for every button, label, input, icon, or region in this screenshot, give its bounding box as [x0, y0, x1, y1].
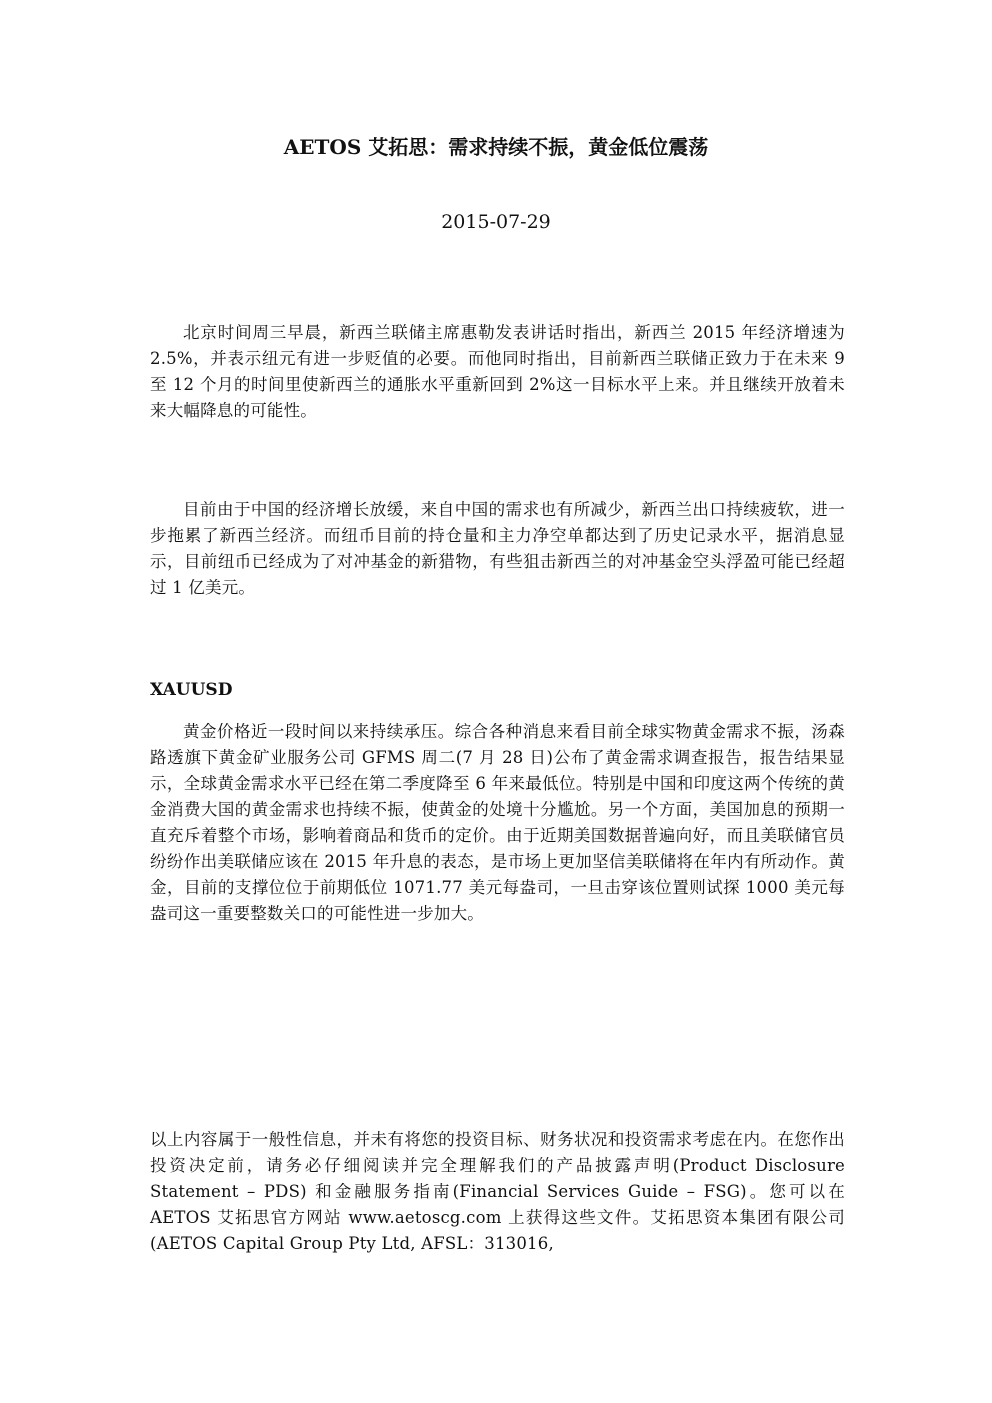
- paragraph-gold-analysis: 黄金价格近一段时间以来持续承压。综合各种消息来看目前全球实物黄金需求不振，汤森路透旗下黄金矿业服务公司 GFMS 周二(7 月 28 日)公布了黄金需求调查报告，报告结果显示，全球黄金需求水平已经在第二季度降至 6 年来最低位。特别是中国和印度这两个传统的黄金消费大国的黄金需求也持续不振，使黄金的处境十分尴尬。另一个方面，美国加息的预期一直充斥着整个市场，影响着商品和货币的定价。由于近期美国数据普遍向好，而且美联储官员纷纷作出美联储应该在 2015 年升息的表态，是市场上更加坚信美联储将在年内有所动作。黄金，目前的支撑位位于前期低位 1071.77 美元每盎司，一旦击穿该位置则试探 1000 美元每盎司这一重要整数关口的可能性进一步加大。: [150, 722, 845, 923]
- document-title: AETOS 艾拓思：需求持续不振，黄金低位震荡: [283, 135, 709, 159]
- paragraph-rbnz: 北京时间周三早晨，新西兰联储主席惠勒发表讲话时指出，新西兰 2015 年经济增速为 2.5%，并表示纽元有进一步贬值的必要。而他同时指出，目前新西兰联储正致力于在未来 9 至 12 个月的时间里使新西兰的通胀水平重新回到 2%这一目标水平上来。并且继续开放着未来大幅降息的可能性。: [150, 323, 845, 420]
- disclaimer-text: 以上内容属于一般性信息，并未有将您的投资目标、财务状况和投资需求考虑在内。在您作出投资决定前，请务必仔细阅读并完全理解我们的产品披露声明(Product Disclosure Statement – PDS) 和金融服务指南(Financial Services Guide – FSG)。您可以在 AETOS 艾拓思官方网站 www.aetoscg.com 上获得这些文件。艾拓思资本集团有限公司(AETOS Capital Group Pty Ltd, AFSL：313016,: [150, 1130, 845, 1253]
- section-heading-xauusd: XAUUSD: [150, 680, 233, 700]
- paragraph-china-demand: 目前由于中国的经济增长放缓，来自中国的需求也有所减少，新西兰出口持续疲软，进一步拖累了新西兰经济。而纽币目前的持仓量和主力净空单都达到了历史记录水平，据消息显示，目前纽币已经成为了对冲基金的新猎物，有些狙击新西兰的对冲基金空头浮盈可能已经超过 1 亿美元。: [150, 500, 845, 597]
- document-date: 2015-07-29: [441, 211, 551, 233]
